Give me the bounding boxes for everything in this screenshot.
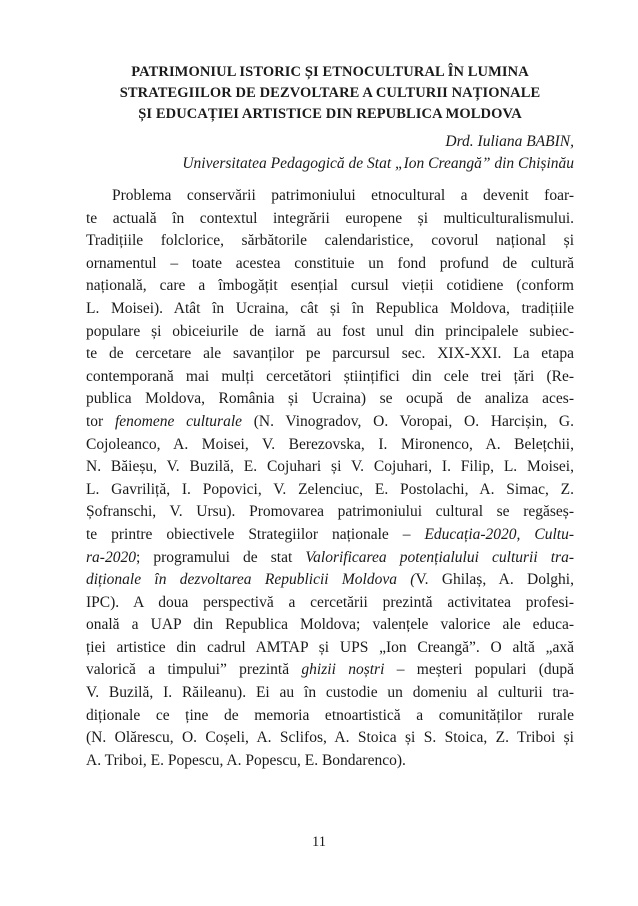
body-line: populare și obiceiurile de iarnă au fost unul din principalele subiec-: [86, 322, 574, 340]
body-line: contemporană mai mulți cercetători științifici din cele trei țări (Re-: [86, 367, 574, 385]
author-block: [86, 131, 574, 175]
body-line: Șofranschi, V. Ursu). Promovarea patrimoniului cultural se regăseș-: [86, 503, 574, 521]
body-line: tor fenomene culturale (N. Vinogradov, O. Voropai, O. Harcișin, G.: [86, 412, 574, 430]
body-line: V. Buzilă, I. Răileanu). Ei au în custodie un domeniu al culturii tra-: [86, 684, 574, 702]
body-line: N. Băieșu, V. Buzilă, E. Cojuhari și V. Cojuhari, I. Filip, L. Moisei,: [86, 458, 574, 476]
body-line: ției artistice din cadrul AMTAP și UPS „Ion Creangă”. O altă „axă: [86, 638, 574, 656]
author-affiliation: Universitatea Pedagogică de Stat „Ion Creangă” din Chișinău: [182, 155, 574, 172]
body-line: ra-2020; programului de stat Valorificarea potențialului culturii tra-: [86, 548, 574, 566]
body-line: te de cercetare ale savanților pe parcursul sec. XIX-XXI. La etapa: [86, 345, 574, 363]
title-line: ȘI EDUCAȚIEI ARTISTICE DIN REPUBLICA MOLDOVA: [138, 106, 522, 122]
body-line: L. Gavriliță, I. Popovici, V. Zelenciuc, E. Postolachi, A. Simac, Z.: [86, 480, 574, 498]
body-line: diționale în dezvoltarea Republicii Moldova (V. Ghilaș, A. Dolghi,: [86, 571, 574, 589]
article-title: [86, 62, 574, 125]
body-line: onală a UAP din Republica Moldova; valențele valorice ale educa-: [86, 616, 574, 634]
author-name: Drd. Iuliana BABIN,: [445, 133, 574, 150]
article-page: [86, 62, 574, 772]
page-number: 11: [312, 834, 326, 850]
body-line: te printre obiectivele Strategiilor naționale – Educația-2020, Cultu-: [86, 525, 574, 543]
body-line: diționale ce ține de memoria etnoartistică a comunităților rurale: [86, 706, 574, 724]
body-line: A. Triboi, E. Popescu, A. Popescu, E. Bondarenco).: [86, 751, 406, 769]
body-line: valorică a timpului” prezintă ghizii noștri – meșteri populari (după: [86, 661, 574, 679]
body-line: Problema conservării patrimoniului etnocultural a devenit foar-: [112, 187, 574, 204]
body-line: Cojoleanco, A. Moisei, V. Berezovska, I. Mironenco, A. Belețchii,: [86, 435, 574, 453]
body-line: ornamentul – toate acestea constituie un fond profund de cultură: [86, 254, 574, 272]
body-line: te actuală în contextul integrării europene și multiculturalismului.: [86, 209, 574, 227]
body-line: L. Moisei). Atât în Ucraina, cât și în Republica Moldova, tradițiile: [86, 299, 574, 317]
body-line: Tradițiile folclorice, sărbătorile calendaristice, covorul național și: [86, 232, 574, 250]
body-line: IPC). A doua perspectivă a cercetării prezintă activitatea profesi-: [86, 593, 574, 611]
article-body: [86, 185, 574, 772]
body-line: națională, care a îmbogățit esențial cursul vieții cotidiene (conform: [86, 277, 574, 295]
title-line: PATRIMONIUL ISTORIC ȘI ETNOCULTURAL ÎN LUMINA: [131, 64, 529, 80]
body-line: publica Moldova, România și Ucraina) se ocupă de analiza aces-: [86, 390, 574, 408]
body-line: (N. Olărescu, O. Coșeli, A. Sclifos, A. Stoica și S. Stoica, Z. Triboi și: [86, 729, 574, 747]
title-line: STRATEGIILOR DE DEZVOLTARE A CULTURII NAȚIONALE: [119, 85, 541, 101]
